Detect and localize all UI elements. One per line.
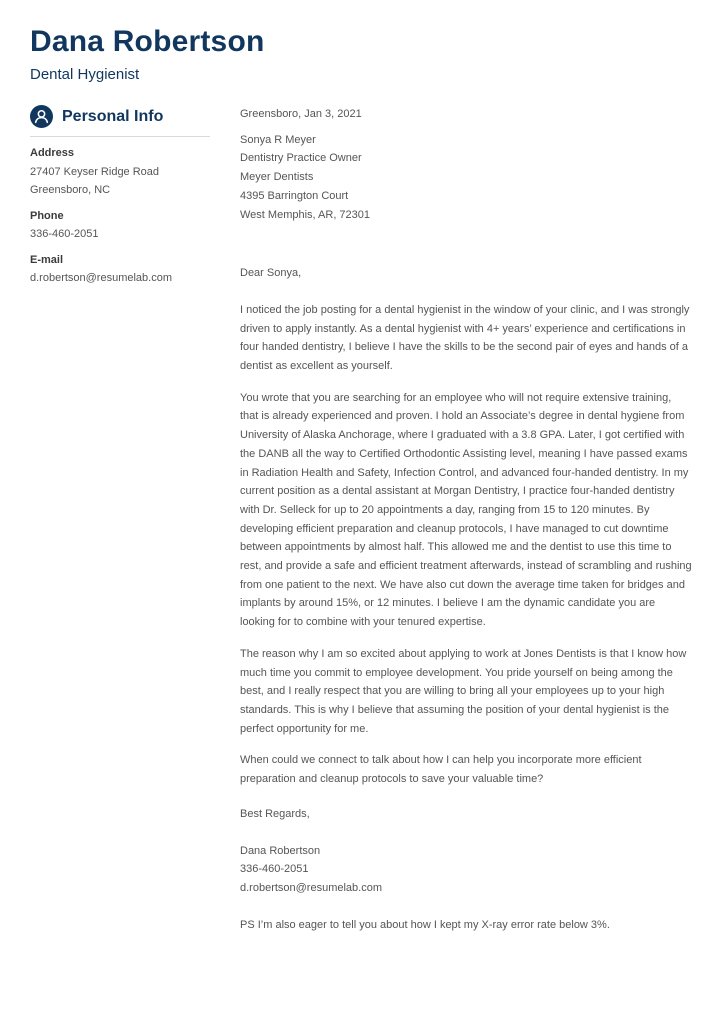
sidebar-divider [30,136,210,137]
signature-phone: 336-460-2051 [240,863,309,876]
signature-name: Dana Robertson [240,844,321,857]
signature-block [240,842,692,898]
recipient-title: Dentistry Practice Owner [240,152,362,165]
personal-info-heading: Personal Info [62,107,164,125]
closing: Best Regards, [240,807,310,820]
person-icon [30,105,53,128]
recipient-city: West Memphis, AR, 72301 [240,208,371,221]
address-label: Address [30,147,75,159]
recipient-street: 4395 Barrington Court [240,189,349,202]
letter-paragraph-3: The reason why I am so excited about applying to work at Jones Dentists is that I know how much time you commit to employee development. You pride yourself on being among the best, and I really respect that you are willing to bring all your employees up to your high standards. This is why I believe that assuming the position of your dental hygienist is the perfect opportunity for me. [240,647,687,735]
document-header [0,0,722,85]
email-label: E-mail [30,253,64,266]
phone-number: 336-460-2051 [30,228,99,240]
postscript: PS I’m also eager to tell you about how I kept my X-ray error rate below 3%. [240,918,610,931]
address-line: Greensboro, NC [30,184,111,196]
date-line: Greensboro, Jan 3, 2021 [240,108,362,120]
sidebar-section-address [30,144,210,200]
salutation: Dear Sonya, [240,267,302,280]
recipient-company: Meyer Dentists [240,171,314,184]
recipient-block [240,131,692,225]
sidebar [30,105,210,934]
sidebar-section-phone [30,207,210,244]
applicant-job-title: Dental Hygienist [30,66,140,83]
letter-paragraph-2: You wrote that you are searching for an employee who will not require extensive training, that is already experienced and proven. I hold an Associate’s degree in dental hygiene from University of Alaska Anchorage, where I graduated with a 3.8 GPA. Later, I got certified with the DANB all the way to Certified Orthodontic Assisting level, meaning I have passed exams in Radiation Health and Safety, Infection Control, and advanced four-handed dentistry. In my current position as a dental assistant at Morgan Dentistry, I practice four-handed dentistry with Dr. Selleck for up to 20 appointments a day, ranging from 15 to 120 minutes. By developing efficient preparation and cleanup protocols, I have managed to cut downtime between appointments by almost half. This allowed me and the dentist to use this time to rest, and provide a safe and efficient treatment afterwards, instead of scrambling and rushing from one patient to the next. We have also cut down the average time taken for bridges and implants by around 15%, or 12 minutes. I believe I am the dynamic candidate you are looking for to combine with your tenured expertise. [240,391,692,629]
letter-paragraph-4: When could we connect to talk about how I can help you incorporate more efficient preparation and cleanup protocols to save your valuable time? [240,754,642,786]
phone-label: Phone [30,209,64,222]
letter-paragraph-1: I noticed the job posting for a dental hygienist in the window of your clinic, and I was strongly driven to apply instantly. As a dental hygienist with 4+ years’ experience and certifications in four handed dentistry, I believe I have the skills to be the second pair of eyes and hands of a dentist as excellent as yourself. [240,303,690,373]
personal-info-heading-row [30,105,210,128]
applicant-name: Dana Robertson [30,25,265,58]
email-address: d.robertson@resumelab.com [30,272,173,284]
letter-body [240,105,692,934]
content-columns [30,105,692,934]
sidebar-section-email [30,251,210,288]
signature-email: d.robertson@resumelab.com [240,881,383,894]
recipient-name: Sonya R Meyer [240,133,316,146]
address-line: 27407 Keyser Ridge Road [30,165,160,178]
